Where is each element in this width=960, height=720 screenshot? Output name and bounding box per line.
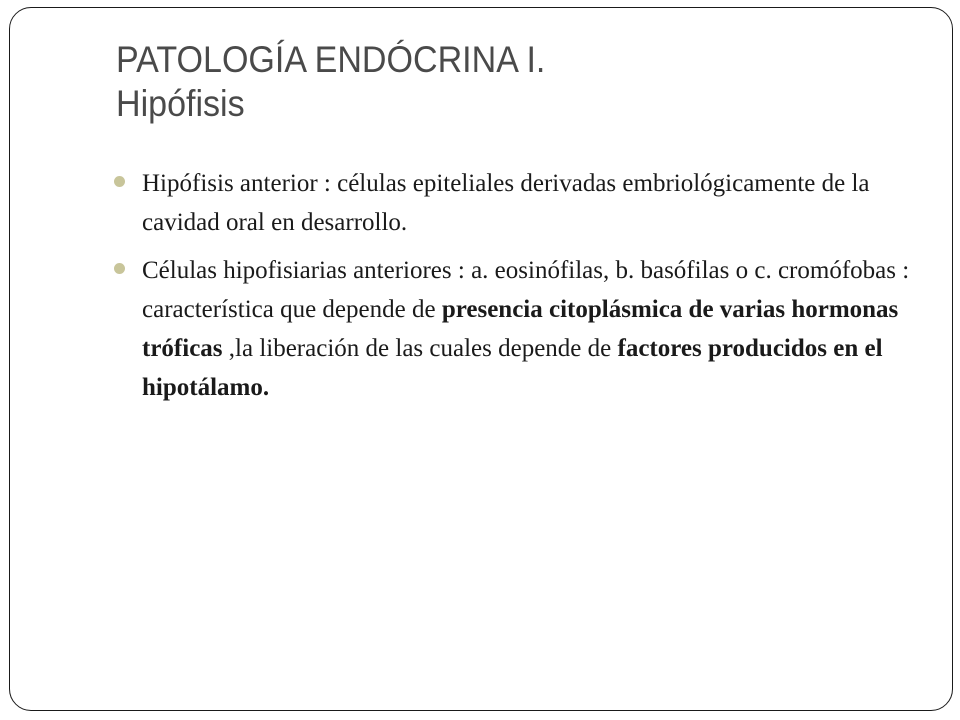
bullet-text-segment: ,la liberación de las cuales depende de	[222, 335, 618, 362]
slide-frame	[9, 7, 953, 711]
bullet-item	[114, 164, 914, 242]
bullet-text-segment: Hipófisis anterior : células epiteliales derivadas embriológicamente de la cavidad oral en desarrollo.	[142, 170, 870, 236]
bullet-text-segment: Células hipofisiarias anteriores : a. eosinófilas, b. basófilas o c. cromófobas : característica que depende de	[142, 257, 910, 323]
bullet-list	[114, 164, 914, 416]
bullet-text-bold-segment: factores producidos en el hipotálamo.	[142, 335, 883, 401]
slide-title-line1: PATOLOGÍA ENDÓCRINA I.	[116, 39, 546, 80]
slide-title-line2: Hipófisis	[116, 83, 245, 124]
bullet-dot-icon	[114, 263, 125, 274]
slide-title	[116, 38, 870, 126]
bullet-text-bold-segment: presencia citoplásmica de varias hormonas tróficas	[142, 296, 899, 362]
bullet-item	[114, 251, 914, 407]
bullet-dot-icon	[114, 176, 125, 187]
